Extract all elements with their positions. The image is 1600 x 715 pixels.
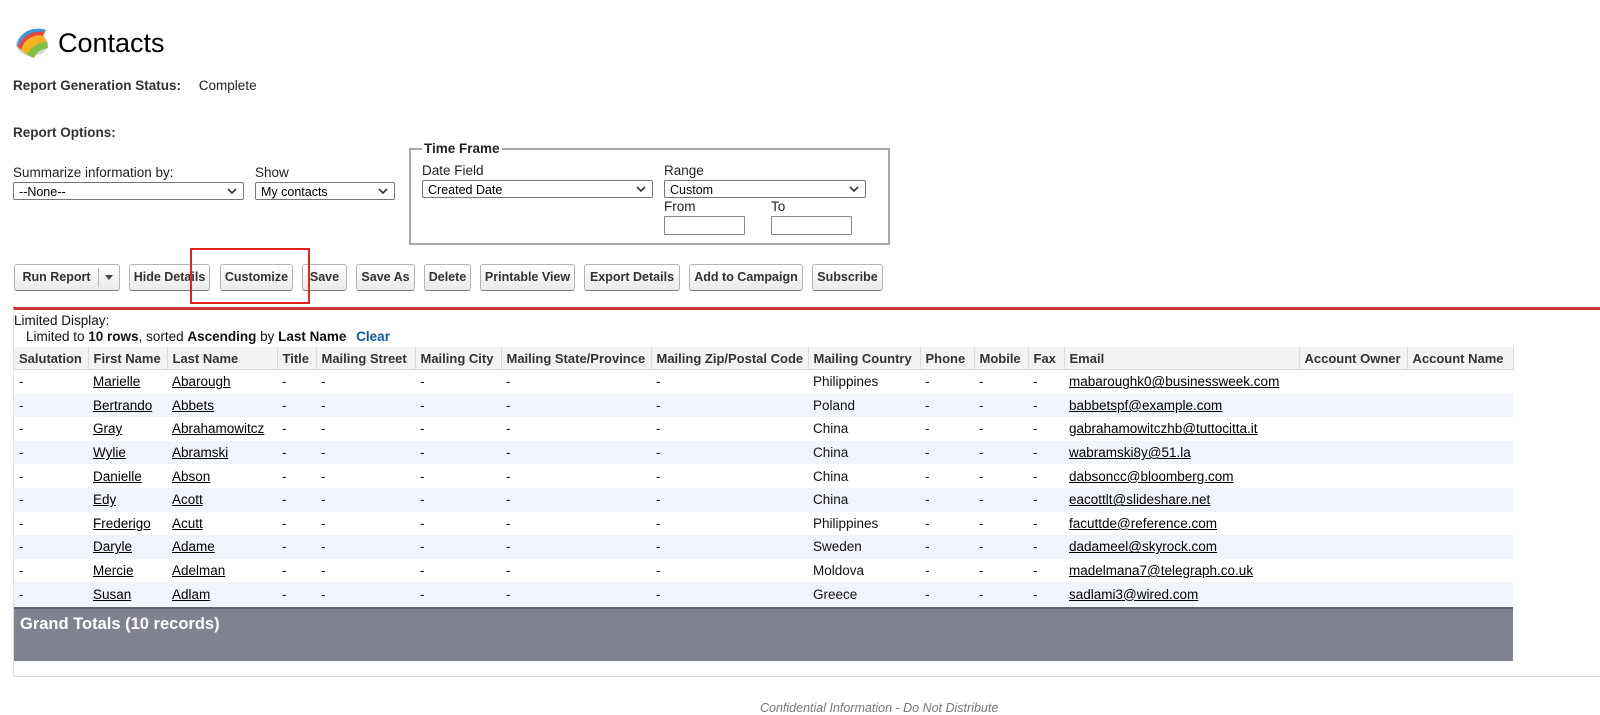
report-logo-icon	[13, 22, 51, 60]
cell-fax: -	[1033, 421, 1038, 437]
cell-email	[1064, 488, 1299, 512]
cell-salutation: -	[14, 535, 88, 559]
cell-state: -	[506, 563, 511, 579]
run-report-split-button	[14, 264, 120, 291]
cell-last	[167, 582, 277, 606]
cell-fax: -	[1028, 582, 1064, 606]
cell-phone: -	[920, 441, 974, 465]
status-value: Complete	[198, 78, 257, 93]
cell-title: -	[277, 488, 316, 512]
cell-last	[167, 441, 277, 465]
cell-email	[1064, 394, 1299, 418]
cell-owner	[1299, 394, 1407, 418]
report-table	[14, 347, 1514, 606]
cell-mobile: -	[974, 535, 1028, 559]
table-row	[14, 512, 1513, 536]
cell-mobile: -	[974, 582, 1028, 606]
cell-mobile: -	[974, 394, 1028, 418]
range-label: Range	[664, 163, 704, 178]
delete-button[interactable]: Delete	[424, 264, 471, 291]
col-account-owner[interactable]: Account Owner	[1299, 347, 1407, 370]
cell-fax: -	[1028, 394, 1064, 418]
cell-fax: -	[1033, 468, 1038, 484]
table-header-row	[14, 347, 1513, 370]
first-name-link[interactable]: Mercie	[93, 563, 134, 579]
show-label: Show	[255, 165, 289, 180]
cell-country: Poland	[808, 394, 920, 418]
cell-email	[1064, 582, 1299, 606]
table-row	[14, 441, 1513, 465]
cell-state: -	[506, 421, 511, 437]
cell-owner	[1299, 370, 1407, 394]
to-label: To	[771, 199, 786, 214]
cell-title: -	[277, 441, 316, 465]
chevron-down-icon	[226, 185, 238, 197]
first-name-link[interactable]: Marielle	[93, 374, 141, 390]
summarize-select-value: --None--	[19, 185, 66, 199]
cell-account	[1407, 464, 1513, 488]
cell-state: -	[506, 515, 511, 531]
cell-first	[88, 559, 167, 583]
cell-account	[1407, 582, 1513, 606]
email-link[interactable]: sadlami3@wired.com	[1069, 586, 1199, 602]
cell-last	[167, 488, 277, 512]
col-account-name[interactable]: Account Name	[1407, 347, 1513, 370]
cell-state: -	[501, 488, 651, 512]
last-name-link[interactable]: Adame	[172, 539, 215, 555]
cell-country: Philippines	[813, 515, 879, 531]
chevron-down-icon	[848, 183, 860, 195]
cell-salutation: -	[14, 488, 88, 512]
last-name-link[interactable]: Abbets	[172, 397, 215, 413]
cell-city: -	[420, 563, 425, 579]
cell-account	[1407, 394, 1513, 418]
cell-street: -	[321, 421, 326, 437]
col-mailing-zip[interactable]: Mailing Zip/Postal Code	[651, 347, 808, 370]
table-row	[14, 559, 1513, 583]
limited-display-title: Limited Display:	[14, 313, 110, 328]
cell-zip: -	[651, 582, 808, 606]
cell-country: Greece	[808, 582, 920, 606]
cell-salutation: -	[14, 582, 88, 606]
last-name-link[interactable]: Abramski	[172, 445, 229, 461]
cell-country: China	[813, 468, 849, 484]
col-mailing-street[interactable]: Mailing Street	[316, 347, 415, 370]
col-mailing-city[interactable]: Mailing City	[415, 347, 501, 370]
email-link[interactable]: madelmana7@telegraph.co.uk	[1069, 563, 1254, 579]
cell-phone: -	[925, 421, 930, 437]
cell-city: -	[415, 535, 501, 559]
limited-direction: Ascending	[187, 329, 257, 344]
cell-first	[88, 417, 167, 441]
cell-title: -	[282, 563, 287, 579]
cell-email	[1064, 370, 1299, 394]
cell-phone: -	[920, 488, 974, 512]
date-field-label: Date Field	[422, 163, 484, 178]
cell-fax: -	[1028, 488, 1064, 512]
cell-title: -	[282, 374, 287, 390]
cell-street: -	[316, 582, 415, 606]
email-link[interactable]: mabaroughk0@businessweek.com	[1069, 374, 1280, 390]
cell-account	[1407, 488, 1513, 512]
cell-fax: -	[1033, 515, 1038, 531]
report-options-title: Report Options:	[13, 125, 116, 140]
last-name-link[interactable]: Adlam	[172, 586, 211, 602]
export-details-button[interactable]: Export Details	[584, 264, 680, 291]
cell-city: -	[415, 394, 501, 418]
email-link[interactable]: babbetspf@example.com	[1069, 397, 1223, 413]
cell-zip: -	[656, 563, 661, 579]
cell-country: China	[808, 441, 920, 465]
chevron-down-icon	[377, 185, 389, 197]
cell-account	[1407, 441, 1513, 465]
cell-state: -	[506, 468, 511, 484]
first-name-link[interactable]: Gray	[93, 421, 123, 437]
cell-fax: -	[1033, 374, 1038, 390]
cell-last	[167, 535, 277, 559]
cell-account	[1407, 370, 1513, 394]
summarize-select[interactable]	[13, 182, 244, 200]
cell-country: Philippines	[813, 374, 879, 390]
limited-field: Last Name	[278, 329, 347, 344]
cell-city: -	[415, 441, 501, 465]
cell-title: -	[282, 515, 287, 531]
col-email[interactable]: Email	[1064, 347, 1299, 370]
cell-street: -	[321, 374, 326, 390]
table-row	[14, 417, 1513, 441]
cell-zip: -	[656, 421, 661, 437]
from-label: From	[664, 199, 696, 214]
table-row	[14, 394, 1513, 418]
add-to-campaign-button[interactable]: Add to Campaign	[689, 264, 803, 291]
cell-last	[167, 370, 277, 394]
table-row	[14, 582, 1513, 606]
last-name-link[interactable]: Acott	[172, 492, 203, 508]
cell-email	[1064, 512, 1299, 536]
cell-zip: -	[651, 441, 808, 465]
cell-account	[1407, 512, 1513, 536]
grand-totals-bar	[14, 607, 1513, 661]
limited-sorted: , sorted	[138, 329, 188, 344]
first-name-link[interactable]: Edy	[93, 492, 117, 508]
cell-salutation: -	[19, 374, 24, 390]
date-field-select-value: Created Date	[428, 183, 503, 197]
cell-state: -	[501, 441, 651, 465]
cell-zip: -	[656, 374, 661, 390]
cell-account	[1407, 417, 1513, 441]
page-title: Contacts	[58, 28, 165, 58]
col-mailing-state[interactable]: Mailing State/Province	[501, 347, 651, 370]
limited-prefix: Limited to	[26, 329, 89, 344]
cell-title: -	[277, 394, 316, 418]
cell-city: -	[420, 515, 425, 531]
last-name-link[interactable]: Abrahamowitcz	[172, 421, 265, 437]
cell-mobile: -	[974, 488, 1028, 512]
col-first-name[interactable]: First Name	[88, 347, 167, 370]
email-link[interactable]: dabsoncc@bloomberg.com	[1069, 468, 1234, 484]
cell-first	[88, 441, 167, 465]
cell-state: -	[501, 535, 651, 559]
footer-confidential: Confidential Information - Do Not Distribute	[760, 701, 999, 715]
cell-title: -	[282, 468, 287, 484]
show-select[interactable]	[255, 182, 395, 200]
cell-owner	[1299, 417, 1407, 441]
status-label: Report Generation Status:	[13, 78, 182, 93]
cell-street: -	[321, 468, 326, 484]
first-name-link[interactable]: Frederigo	[93, 515, 151, 531]
printable-view-button[interactable]: Printable View	[480, 264, 575, 291]
email-link[interactable]: wabramski8y@51.la	[1069, 445, 1191, 461]
cell-last	[167, 464, 277, 488]
col-title[interactable]: Title	[277, 347, 316, 370]
cell-phone: -	[925, 374, 930, 390]
cell-first	[88, 488, 167, 512]
cell-salutation: -	[14, 394, 88, 418]
cell-state: -	[501, 582, 651, 606]
cell-state: -	[506, 374, 511, 390]
table-row	[14, 464, 1513, 488]
cell-zip: -	[656, 515, 661, 531]
save-as-button[interactable]: Save As	[356, 264, 415, 291]
cell-city: -	[420, 421, 425, 437]
range-select-value: Custom	[670, 183, 714, 197]
col-salutation[interactable]: Salutation	[14, 347, 88, 370]
cell-email	[1064, 535, 1299, 559]
cell-phone: -	[920, 582, 974, 606]
col-mailing-country[interactable]: Mailing Country	[808, 347, 920, 370]
last-name-link[interactable]: Acutt	[172, 515, 203, 531]
cell-mobile: -	[979, 421, 984, 437]
cell-salutation: -	[19, 468, 24, 484]
cell-first	[88, 535, 167, 559]
cell-country: China	[808, 488, 920, 512]
cell-fax: -	[1033, 563, 1038, 579]
summarize-label: Summarize information by:	[13, 165, 174, 180]
from-date-input[interactable]	[664, 216, 745, 235]
cell-salutation: -	[19, 515, 24, 531]
cell-fax: -	[1028, 441, 1064, 465]
cell-owner	[1299, 464, 1407, 488]
cell-city: -	[420, 468, 425, 484]
table-row	[14, 370, 1513, 394]
col-last-name[interactable]: Last Name	[167, 347, 277, 370]
table-row	[14, 535, 1513, 559]
cell-phone: -	[920, 394, 974, 418]
first-name-link[interactable]: Susan	[93, 586, 132, 602]
cell-phone: -	[925, 468, 930, 484]
cell-owner	[1299, 582, 1407, 606]
cell-last	[167, 559, 277, 583]
save-button[interactable]: Save	[302, 264, 347, 291]
cell-street: -	[321, 563, 326, 579]
limited-rows: 10 rows	[88, 329, 139, 344]
clear-link[interactable]: Clear	[356, 329, 390, 344]
cell-account	[1407, 535, 1513, 559]
col-mobile[interactable]: Mobile	[974, 347, 1028, 370]
cell-street: -	[316, 441, 415, 465]
first-name-link[interactable]: Bertrando	[93, 397, 153, 413]
cell-first	[88, 464, 167, 488]
cell-street: -	[316, 535, 415, 559]
limited-display-detail	[26, 329, 390, 344]
email-link[interactable]: eacottlt@slideshare.net	[1069, 492, 1211, 508]
cell-street: -	[316, 394, 415, 418]
last-name-link[interactable]: Abarough	[172, 374, 231, 390]
col-fax[interactable]: Fax	[1028, 347, 1064, 370]
cell-city: -	[415, 582, 501, 606]
cell-zip: -	[656, 468, 661, 484]
last-name-link[interactable]: Abson	[172, 468, 211, 484]
show-select-value: My contacts	[261, 185, 328, 199]
cell-phone: -	[920, 535, 974, 559]
last-name-link[interactable]: Adelman	[172, 563, 226, 579]
cell-city: -	[420, 374, 425, 390]
cell-owner	[1299, 488, 1407, 512]
cell-title: -	[277, 582, 316, 606]
email-link[interactable]: gabrahamowitczhb@tuttocitta.it	[1069, 421, 1258, 437]
cell-mobile: -	[979, 515, 984, 531]
dropdown-arrow-icon[interactable]	[99, 265, 119, 290]
cell-owner	[1299, 441, 1407, 465]
cell-zip: -	[651, 488, 808, 512]
cell-phone: -	[925, 515, 930, 531]
cell-city: -	[415, 488, 501, 512]
subscribe-button[interactable]: Subscribe	[812, 264, 883, 291]
customize-button[interactable]: Customize	[220, 264, 293, 291]
hide-details-button[interactable]: Hide Details	[129, 264, 210, 291]
run-report-button[interactable]: Run Report	[22, 270, 91, 284]
cell-owner	[1299, 512, 1407, 536]
range-select[interactable]	[664, 180, 866, 198]
first-name-link[interactable]: Daryle	[93, 539, 133, 555]
date-field-select[interactable]	[422, 180, 653, 198]
email-link[interactable]: facuttde@reference.com	[1069, 515, 1218, 531]
cell-first	[88, 394, 167, 418]
limited-by: by	[256, 329, 279, 344]
cell-last	[167, 417, 277, 441]
cell-country: Moldova	[813, 563, 865, 579]
cell-zip: -	[651, 535, 808, 559]
cell-salutation: -	[14, 441, 88, 465]
cell-email	[1064, 441, 1299, 465]
report-status	[13, 78, 257, 93]
cell-street: -	[316, 488, 415, 512]
cell-mobile: -	[979, 563, 984, 579]
cell-state: -	[501, 394, 651, 418]
cell-salutation: -	[19, 563, 24, 579]
cell-fax: -	[1028, 535, 1064, 559]
cell-title: -	[277, 535, 316, 559]
grand-totals-label: Grand Totals (10 records)	[20, 615, 220, 633]
cell-first	[88, 582, 167, 606]
cell-last	[167, 512, 277, 536]
cell-country: China	[813, 421, 849, 437]
cell-mobile: -	[979, 374, 984, 390]
to-date-input[interactable]	[771, 216, 852, 235]
cell-email	[1064, 559, 1299, 583]
cell-account	[1407, 559, 1513, 583]
first-name-link[interactable]: Danielle	[93, 468, 142, 484]
cell-first	[88, 512, 167, 536]
time-frame-legend: Time Frame	[424, 141, 500, 156]
cell-zip: -	[651, 394, 808, 418]
cell-salutation: -	[19, 421, 24, 437]
cell-owner	[1299, 535, 1407, 559]
cell-owner	[1299, 559, 1407, 583]
cell-last	[167, 394, 277, 418]
cell-mobile: -	[974, 441, 1028, 465]
col-phone[interactable]: Phone	[920, 347, 974, 370]
table-row	[14, 488, 1513, 512]
email-link[interactable]: dadameel@skyrock.com	[1069, 539, 1218, 555]
first-name-link[interactable]: Wylie	[93, 445, 126, 461]
cell-country: Sweden	[808, 535, 920, 559]
cell-phone: -	[925, 563, 930, 579]
cell-street: -	[321, 515, 326, 531]
cell-email	[1064, 417, 1299, 441]
cell-title: -	[282, 421, 287, 437]
cell-mobile: -	[979, 468, 984, 484]
chevron-down-icon	[635, 183, 647, 195]
cell-email	[1064, 464, 1299, 488]
cell-first	[88, 370, 167, 394]
